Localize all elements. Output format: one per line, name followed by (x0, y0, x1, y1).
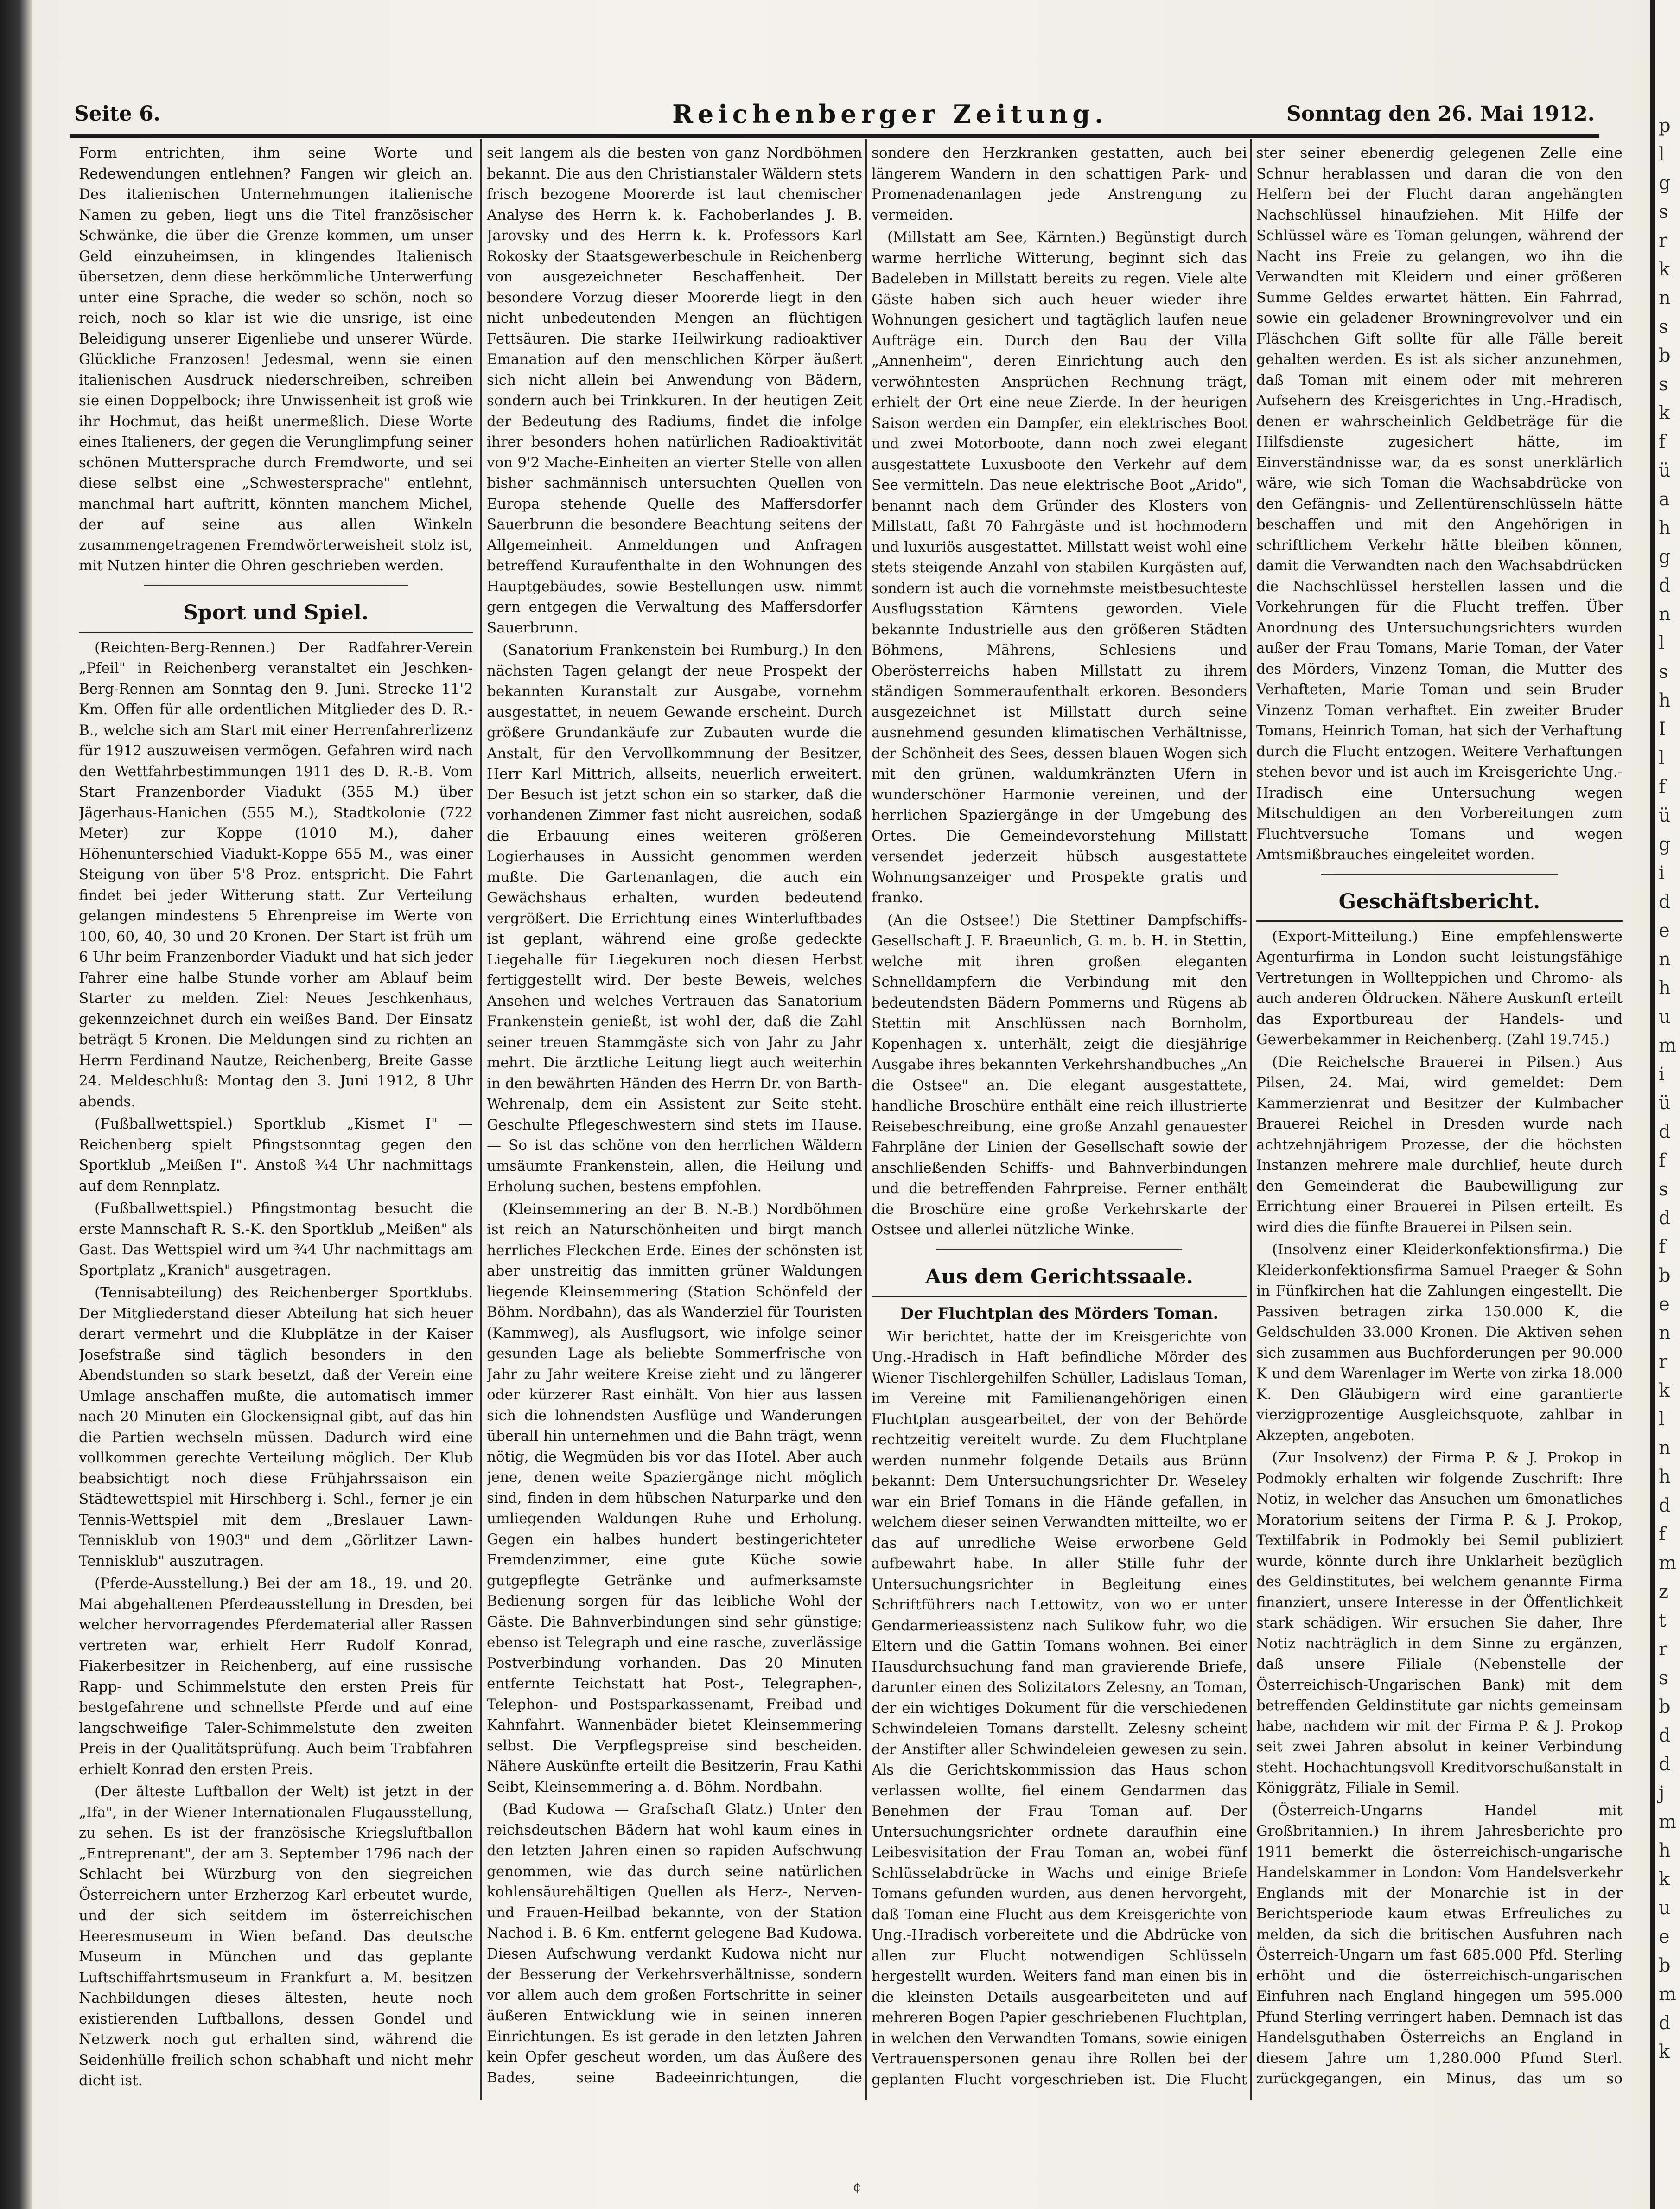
section-title-sport: Sport und Spiel. (79, 600, 473, 633)
column-4 (1256, 143, 1623, 2090)
sport-item: (Pferde-Ausstellung.) Bei der am 18., 19. und 20. Mai abgehaltenen Pferdeausstellung in Dresden, bei welcher hervorragendes Pferdematerial aller Rassen vertreten war, erhielt Herr Rudolf Konrad, Fiakerbesitzer in Reichenberg, auf eine russische Rapp- und Schimmelstute den ersten Preis für bestgefahrene und schnellste Pferde und auf eine langschweifige Taler-Schimmelstute den zweiten Preis in der Qualitätsprüfung. Auch beim Trabfahren erhielt Konrad den ersten Preis. (79, 1575, 473, 1778)
column-3 (872, 143, 1247, 2090)
column-rule (480, 139, 482, 2100)
baeder-item: sondere den Herzkranken gestatten, auch bei längerem Wandern in den schattigen Park- und Promenadenanlagen jede Anstrengung zu vermeiden. (872, 145, 1247, 223)
page-header (70, 99, 1599, 134)
business-item: (Die Reichelsche Brauerei in Pilsen.) Aus Pilsen, 24. Mai, wird gemeldet: Dem Kammerzienrat und Besitzer der Kulmbacher Brauerei Reichel in Dresden wurde nach achtzehnjährigem Prozesse, der die höchsten Instanzen mehrere male durchlief, heute durch den Gemeinderat die Baubewilligung zur Errichtung einer Brauerei in Pilsen erteilt. Es wird dies die fünfte Brauerei in Pilsen sein. (1256, 1053, 1623, 1236)
page-number: Seite 6. (74, 102, 161, 126)
baeder-item: seit langem als die besten von ganz Nordböhmen bekannt. Die aus den Christianstaler Wäldern stets frisch bezogene Moorerde ist laut chemischer Analyse des Herrn k. k. Fachoberlandes J. B. Jarovsky und des Herrn k. k. Professors Karl Rokosky der Staatsgewerbeschule in Reichenberg von ausgezeichneter Beschaffenheit. Der besondere Vorzug dieser Moorerde liegt in den nicht unbedeutenden Mengen an flüchtigen Fettsäuren. Die starke Heilwirkung radioaktiver Emanation auf den menschlichen Körper äußert sich nicht allein bei Anwendung von Bädern, sondern auch bei Trinkkuren. In der heutigen Zeit der Bedeutung des Radiums, findet die infolge ihrer besonders hohen natürlichen Radioaktivität von 9'2 Mache-Einheiten an vierter Stelle von allen bisher sachmännisch untersuchten Quellen von Europa stehende Quelle des Maffersdorfer Sauerbrunn die besondere Beachtung seitens der Allgemeinheit. Anmeldungen und Anfragen betreffend Kuraufenthalte in den Wohnungen des Hauptgebäudes, sowie Bestellungen usw. nimmt gern entgegen die Verwaltung des Maffersdorfer Sauerbrunn. (487, 145, 862, 636)
sport-item: (Fußballwettspiel.) Sportklub „Kismet I" — Reichenberg spielt Pfingstsonntag gegen den Sportklub „Meißen I". Anstoß ¾4 Uhr nachmittags auf dem Rennplatz. (79, 1116, 473, 1194)
baeder-item: (Kleinsemmering an der B. N.-B.) Nordböhmen ist reich an Naturschönheiten und birgt manch herrliches Fleckchen Erde. Eines der schönsten ist aber unstreitig das inmitten grüner Waldungen liegende Kleinsemmering (Station Schönfeld der Böhm. Nordbahn), das als Wanderziel für Touristen (Kammweg), als Ausflugsort, wie infolge seiner gesunden Lage als beliebte Sommerfrische von Jahr zu Jahr weitere Kreise zieht und zu längerer oder kürzerer Rast einhält. Von hier aus lassen sich die lohnendsten Ausflüge und Wanderungen überall hin unternehmen und die Bahn trägt, wenn nötig, die Wegmüden bis vor das Hotel. Aber auch jene, denen weite Spaziergänge nicht möglich sind, finden in dem hübschen Naturparke und den umliegenden Waldungen Ruhe und Erholung. Gegen ein halbes hundert bestingerichteter Fremdenzimmer, eine gute Küche sowie gutgepflegte Getränke und aufmerksamste Bedienung sorgen für das leibliche Wohl der Gäste. Die Bahnverbindungen sind sehr günstige; ebenso ist Telegraph und eine rasche, zuverlässige Postverbindung vorhanden. Das 20 Minuten entfernte Teichstatt hat Post-, Telegraphen-, Telephon- und Postsparkassenamt, Freibad und Kahnfahrt. Wannenbäder bietet Kleinsemmering selbst. Die Verpflegspreise sind bescheiden. Nähere Auskünfte erteilt die Besitzerin, Frau Kathi Seibt, Kleinsemmering a. d. Böhm. Nordbahn. (487, 1200, 862, 1795)
column-2 (487, 143, 862, 2090)
baeder-item: (Sanatorium Frankenstein bei Rumburg.) In den nächsten Tagen gelangt der neue Prospekt der bekannten Kuranstalt zur Ausgabe, vornehm ausgestattet, in neuem Gewande erscheint. Durch größere Grundankäufe zur Zubauten wurde die Anstalt, für den Vervollkommnung der Besitzer, Herr Karl Mittrich, allseits, neuerlich erweitert. Der Besuch ist jetzt schon ein so starker, daß die vorhandenen Zimmer fast nicht ausreichen, sodaß die Erbauung eines weiteren größeren Logierhauses in Aussicht genommen werden mußte. Die Gartenanlagen, die auch ein Gewächshaus erhalten, wurden bedeutend vergrößert. Die Errichtung eines Winterluftbades ist geplant, während eine große gedeckte Liegehalle für Liegekuren noch diesen Herbst fertiggestellt wird. Der beste Beweis, welches Ansehen und welches Vertrauen das Sanatorium Frankenstein genießt, ist wohl der, daß die Zahl seiner treuen Stammgäste sich von Jahr zu Jahr mehrt. Die ärztliche Leitung liegt auch weiterhin in den bewährten Händen des Herrn Dr. von Barth-Wehrenalp, dem ein Assistent zur Seite steht. Geschulte Pflegeschwestern sind stets im Hause. — So ist das schöne von den herrlichen Wäldern umsäumte Frankenstein, allen, die Heilung und Erholung suchen, bestens empfohlen. (487, 642, 862, 1195)
baeder-item: (Millstatt am See, Kärnten.) Begünstigt durch warme herrliche Witterung, beginnt sich das Badeleben in Millstatt bereits zu regen. Viele alte Gäste haben sich auch heuer wieder ihre Wohnungen gesichert und tagtäglich laufen neue Aufträge ein. Durch den Bau der Villa „Annenheim", deren Einrichtung auch den verwöhntesten Ansprüchen Rechnung trägt, erhielt der Ort eine neue Zierde. In der heurigen Saison werden ein Dampfer, ein elektrisches Boot und zwei Motorboote, dann noch zwei elegant ausgestattete Luxusboote den Verkehr auf dem See vermitteln. Das neue elektrische Boot „Arido", benannt nach dem Gründer des Klosters von Millstatt, faßt 70 Fahrgäste und ist hochmodern und luxuriös ausgestattet. Millstatt weist wohl eine stets steigende Anzahl von stabilen Kurgästen auf, sondern ist auch die vornehmste meistbesuchteste Ausflugsstation Kärntens geworden. Viele bekannte Industrielle aus den größeren Städten Böhmens, Mährens, Schlesiens und Oberösterreichs haben Millstatt zu ihrem ständigen Sommeraufenthalt erkoren. Besonders ausgezeichnet ist Millstatt durch seine ausnehmend gesunden klimatischen Verhältnisse, der Schönheit des Sees, dessen blauen Wogen sich mit den grünen, waldumkränzten Ufern in wunderschöner Harmonie vereinen, und der herrlichen Spaziergänge in der Umgebung des Ortes. Die Gemeindevorstehung Millstatt versendet jederzeit hübsch ausgestattete Wohnungsanzeiger und Prospekte gratis und franko. (872, 229, 1247, 906)
baeder-item: (An die Ostsee!) Die Stettiner Dampfschiffs-Gesellschaft J. F. Braeunlich, G. m. b. H. in Stettin, welche mit ihren großen eleganten Schnelldampfern die Verbindung mit den bedeutendsten Bädern Pommerns und Rügens ab Stettin mit Anschlüssen nach Bornholm, Kopenhagen x. unterhält, zeigt die diesjährige Ausgabe ihres bekannten Verkehrshandbuches „An die Ostsee" an. Die elegant ausgestattete, handliche Broschüre enthält eine reich illustrierte Reisebeschreibung, eine große Anzahl genauester Fahrpläne der Linien der Gesellschaft sowie der anschließenden Schiffs- und Bahnverbindungen und die betreffenden Fahrpreise. Ferner enthält die Broschüre eine große Verkehrskarte der Ostsee und allerlei nützliche Winke. (872, 912, 1247, 1238)
sport-item: (Reichten-Berg-Rennen.) Der Radfahrer-Verein „Pfeil" in Reichenberg veranstaltet ein Jeschken-Berg-Rennen am Sonntag den 9. Juni. Strecke 11'2 Km. Offen für alle ordentlichen Mitglieder des D. R.-B., welche sich am Start mit einer Herrenfahrerlizenz für 1912 auszuweisen vermögen. Gefahren wird nach den Wettfahrbestimmungen 1911 des D. R.-B. Vom Start Franzenborder Viadukt (355 M.) über Jägerhaus-Hanichen (555 M.), Stadtkolonie (722 Meter) zur Koppe (1010 M.), daher Höhenunterschied Viadukt-Koppe 655 M., was einer Steigung von über 5'8 Proz. entspricht. Die Fahrt findet bei jeder Witterung statt. Zur Verteilung gelangen mindestens 5 Ehrenpreise im Werte von 100, 60, 40, 30 und 20 Kronen. Der Start ist früh um 6 Uhr beim Franzenborder Viadukt und hat sich jeder Fahrer eine halbe Stunde vorher am Ablauf beim Starter zu melden. Ziel: Neues Jeschkenhaus, gekennzeichnet durch ein weißes Band. Der Einsatz beträgt 5 Kronen. Die Meldungen sind zu richten an Herrn Ferdinand Nautze, Reichenberg, Breite Gasse 24. Meldeschluß: Montag den 3. Juni 1912, 8 Uhr abends. (79, 639, 473, 1110)
scan-left-edge (0, 0, 32, 2209)
column-rule (1250, 139, 1252, 2100)
court-report: Wir berichtet, hatte der im Kreisgerichte von Ung.-Hradisch in Haft befindliche Mörder des Wiener Tischlergehilfen Schüller, Ladislaus Toman, im Vereine mit Familienangehörigen einen Fluchtplan ausgearbeitet, der von der Behörde rechtzeitig vereitelt wurde. Zu dem Fluchtplane werden nunmehr folgende Details aus Brünn bekannt: Dem Untersuchungsrichter Dr. Weseley war ein Brief Tomans in die Hände gefallen, in welchem dieser seinen Verwandten mitteilte, wo er das auf unredliche Weise erworbene Geld aufbewahrt habe. In aller Stille fuhr der Untersuchungsrichter in Begleitung eines Schriftführers nach Lettowitz, von wo er unter Gendarmerieassistenz nach Sulikow fuhr, wo die Eltern und die Gattin Tomans wohnen. Bei einer Hausdurchsuchung fand man gravierende Briefe, darunter einen des Solizitators Zelesny, an Toman, der ein wichtiges Dokument für die verschiedenen Schwindeleien Tomans darstellt. Zelesny scheint der Anstifter aller Schwindeleien gewesen zu sein. Als die Gerichtskommission das Haus schon verlassen wollte, fiel einem Gendarmen das Benehmen der Frau Toman auf. Der Untersuchungsrichter ordnete daraufhin eine Leibesvisitation der Frau Toman an, wobei fünf Schlüsselabdrücke in Wachs und einige Briefe Tomans gefunden wurden, aus denen hervorgeht, daß Toman eine Flucht aus dem Kreisgerichte von Ung.-Hradisch vorbereitete und die Abdrücke von allen zur Flucht notwendigen Schlüsseln hergestellt wurden. Weiters fand man einen bis in die kleinsten Details ausgearbeiteten und auf mehreren Bogen Papier geschriebenen Fluchtplan, in welchen den Verwandten Tomans, sowie einigen Vertrauenspersonen genau ihre Rollen bei der geplanten Flucht vorgeschrieben ist. Die Flucht (872, 1328, 1247, 2088)
business-item: (Insolvenz einer Kleiderkonfektionsfirma.) Die Kleiderkonfektionsfirma Samuel Praeger & Sohn in Fünfkirchen hat die Zahlungen eingestellt. Die Passiven betragen zirka 150.000 K, die Geldschulden 33.000 Kronen. Die Aktiven sehen sich zusammen aus Buchforderungen per 90.000 K und dem Warenlager im Werte von zirka 18.000 K. Den Gläubigern wird eine garantierte vierzigprozentige Ausgleichsquote, zahlbar in Akzepten, angeboten. (1256, 1241, 1623, 1444)
subsection-title: Der Fluchtplan des Mörders Toman. (900, 1304, 1219, 1323)
sport-item: (Der älteste Luftballon der Welt) ist jetzt in der „Ifa", in der Wiener Internationalen Flugausstellung, zu sehen. Es ist der französische Kriegsluftballon „Entreprenant", der am 3. September 1796 nach der Schlacht bei Würzburg von den siegreichen Österreichern unter Erzherzog Karl erbeutet wurde, und der sich seitdem im österreichischen Heeresmuseum in Wien befand. Das deutsche Museum in München und das geplante Luftschiffahrtsmuseum in Frankfurt a. M. besitzen Nachbildungen dieses ältesten, heute noch existierenden Luftballons, dessen Gondel und Netzwerk noch gut erhalten sind, während die Seidenhülle freilich schon schabhaft und nicht mehr dicht ist. (79, 1783, 473, 2089)
business-item: (Österreich-Ungarns Handel mit Großbritannien.) In ihrem Jahresberichte pro 1911 bemerkt die österreichisch-ungarische Handelskammer in London: Vom Handelsverkehr Englands mit der Monarchie ist in der Berichtsperiode kaum etwas Erfreuliches zu melden, da sich die britischen Ausfuhren nach Österreich-Ungarn um fast 685.000 Pfd. Sterling erhöht und die österreichisch-ungarischen Einfuhren nach England hingegen um 595.000 Pfund Sterling verringert haben. Demnach ist das Handelsguthaben Österreichs an England in diesem Jahre um 1,280.000 Pfund Sterl. zurückgegangen, ein Minus, das um so (1256, 1802, 1623, 2087)
column-1 (79, 143, 473, 2090)
business-item: (Zur Insolvenz) der Firma P. & J. Prokop in Podmokly erhalten wir folgende Zuschrift: Ihre Notiz, in welcher das Ansuchen um 6monatliches Moratorium seitens der Firma P. & J. Prokop, Textilfabrik in Podmokly bei Semil publiziert wurde, könnte durch ihre Unklarheit bezüglich des Geldinstitutes, bei welchem genannte Firma finanziert, unsere Interesse in der Öffentlichkeit stark schädigen. Wir ersuchen Sie daher, Ihre Notiz nachträglich in dem Sinne zu ergänzen, daß unsere Filiale (Nebenstelle der Österreichisch-Ungarischen Bank) mit dem betreffenden Geldinstitute gar nichts gemeinsam habe, nachdem wir mit der Firma P. & J. Prokop seit zwei Jahren absolut in keiner Verbindung steht. Hochachtungsvoll Kreditvorschußanstalt in Königgrätz, Filiale in Semil. (1256, 1449, 1623, 1796)
column-rule (865, 139, 867, 2100)
adjacent-page-edge (1650, 0, 1680, 2209)
header-rule (70, 134, 1599, 138)
divider (936, 1249, 1182, 1250)
court-report: ster seiner ebenerdig gelegenen Zelle eine Schnur herablassen und daran die von den Helfern bei der Flucht daran angehängten Nachschlüssel hinaufziehen. Mit Hilfe der Schlüssel wäre es Toman gelungen, während der Nacht ins Freie zu gelangen, wo ihn die Verwandten mit Kleidern und einer größeren Summe Geldes erwartet hätten. Ein Fahrrad, sowie ein geladener Browningrevolver und ein Fläschchen Gift sollte für alle Fälle bereit gehalten werden. Es ist als sicher anzunehmen, daß Toman mit einem oder mit mehreren Aufsehern des Kreisgerichtes in Ung.-Hradisch, denen er wahrscheinlich Geldbeträge für die Hilfsdienste zugesichert hätte, im Einverständnisse war, da es sonst unerklärlich wäre, wie sich Toman die Wachsabdrücke von den Gefängnis- und Zellentürenschlüsseln hätte beschaffen und mit den Angehörigen in schriftlichem Verkehr hätte bleiben können, damit die Verwandten nach den Wachsabdrücken die Nachschlüssel herstellen lassen und die Vorkehrungen für die Flucht treffen. Über Anordnung des Untersuchungsrichters wurden außer der Frau Tomans, Marie Toman, der Vater des Mörders, Vinzenz Toman, die Mutter des Verhafteten, Marie Toman und sein Bruder Vinzenz Toman verhaftet. Ein zweiter Bruder Tomans, Heinrich Toman, hat sich der Verhaftung durch die Flucht entzogen. Weitere Verhaftungen stehen bevor und ist auch im Kreisgerichte Ung.-Hradisch eine Untersuchung wegen Mitschuldigen an den Vorbereitungen zum Fluchtversuche Tomans und wegen Amtsmißbrauches eingeleitet worden. (1256, 145, 1623, 863)
masthead: Reichenberger Zeitung. (672, 99, 1108, 129)
business-item: (Export-Mitteilung.) Eine empfehlenswerte Agenturfirma in London sucht leistungsfähige Vertretungen in Wollteppichen und Chromo- als auch anderen Öldrucken. Nähere Auskunft erteilt das Exportbureau der Handels- und Gewerbekammer in Reichenberg. (Zahl 19.745.) (1256, 928, 1623, 1048)
sport-item: (Tennisabteilung) des Reichenberger Sportklubs. Der Mitgliederstand dieser Abteilung hat sich heuer derart vermehrt und die Klubplätze in der Kaiser Josefstraße sind täglich besonders in den Abendstunden so stark besetzt, daß der Verein eine Umlage anschaffen mußte, die automatisch immer nach 20 Minuten ein Glockensignal gibt, auf das hin die Partien wechseln müssen. Dadurch wird eine vollkommen gerechte Verteilung möglich. Der Klub beabsichtigt noch diese Frühjahrssaison ein Städtewettspiel mit Hirschberg i. Schl., ferner je ein Tennis-Wettspiel mit dem „Breslauer Lawn-Tennisklub von 1903" und dem „Görlitzer Lawn-Tennisklub" auszutragen. (79, 1284, 473, 1570)
divider (1321, 874, 1558, 875)
article-continuation: Form entrichten, ihm seine Worte und Redewendungen entlehnen? Fangen wir gleich an. Des italienischen Unternehmungen italienische Namen zu geben, liegt uns die Titel französischer Schwänke, die über die Grenze kommen, um unser Geld einzuheimsen, in klingendes Italienisch übersetzen, denn diese herkömmliche Unterwerfung unter eine Sprache, die weder so schön, noch so reich, noch so klar ist wie die unsrige, ist eine Beleidigung unserer Eigenliebe und unserer Würde. Glückliche Franzosen! Jedesmal, wenn sie einen italienischen Ausdruck niederschreiben, schreiben sie einen Doppelbock; ihre Unwissenheit ist groß wie ihr Hochmut, das heißt unermeßlich. Diese Worte eines Italieners, der gegen die Verunglimpfung seiner schönen Muttersprache durch Fremdworte, und sei diese selbst eine „Schwestersprache" entlehnt, manchmal hart auftritt, könnten manchem Michel, der auf seine aus allen Winkeln zusammengetragenen Fremdwörterweisheit stolz ist, mit Nutzen hinter die Ohren geschrieben werden. (79, 145, 473, 574)
issue-date: Sonntag den 26. Mai 1912. (1286, 102, 1595, 126)
section-title-geschaeft: Geschäftsbericht. (1256, 889, 1623, 922)
baeder-item: (Bad Kudowa — Grafschaft Glatz.) Unter den reichsdeutschen Bädern hat wohl kaum eines in den letzten Jahren einen so rapiden Aufschwung genommen, wie das durch seine natürlichen kohlensäurehältigen Quellen als Herz-, Nerven- und Frauen-Heilbad bekannte, von der Station Nachod i. B. 6 Km. entfernt gelegene Bad Kudowa. Diesen Aufschwung verdankt Kudowa nicht nur der Besserung der Verkehrsverhältnisse, sondern vor allem auch dem großen Fortschritte in seiner äußeren Entwicklung wie in seinen inneren Einrichtungen. Es ist gerade in den letzten Jahren kein Opfer gescheut worden, um das Äußere des Bades, seine Badeeinrichtungen, die (487, 1801, 862, 2086)
adjacent-page-text: p l g s r k n s b s k f ü a h g d n l s h I l f ü g i d e n h u m i ü d f s d f b e n r k l n h d f m z t r s b d d j m h k u e b m d k (1659, 115, 1676, 2062)
section-title-gericht: Aus dem Gerichtssaale. (872, 1264, 1247, 1297)
divider (144, 585, 408, 586)
sport-item: (Fußballwettspiel.) Pfingstmontag besucht die erste Mannschaft R. S.-K. den Sportklub „Meißen" als Gast. Das Wettspiel wird um ¾4 Uhr nachmittags am Sportplatz „Kranich" ausgetragen. (79, 1200, 473, 1279)
footer-mark: ¢ (853, 2179, 861, 2195)
